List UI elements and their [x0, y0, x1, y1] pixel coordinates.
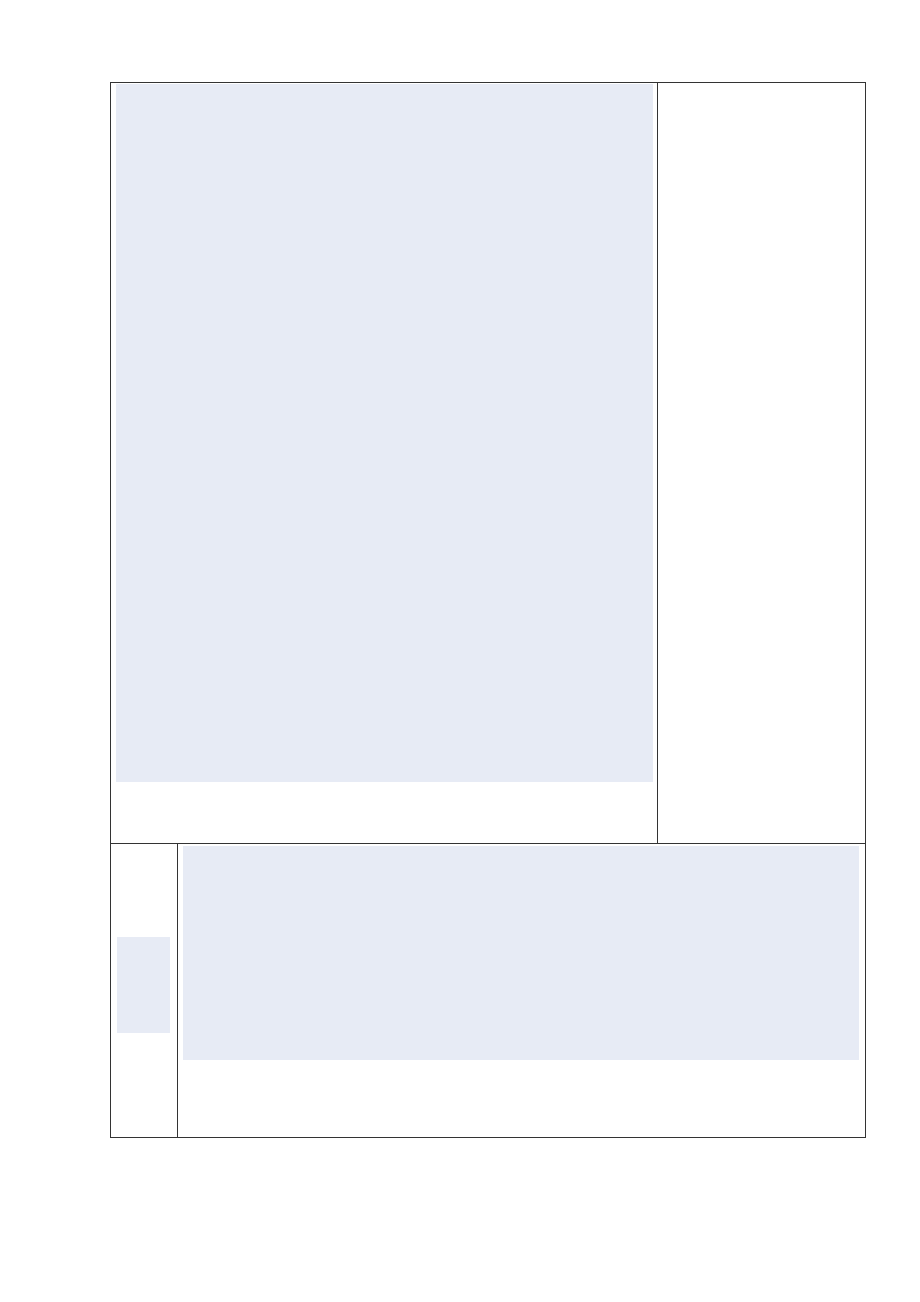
lesson-table [110, 82, 866, 1138]
column-divider-right [657, 82, 658, 843]
column-divider-label [177, 843, 178, 1138]
row-divider [110, 843, 866, 844]
